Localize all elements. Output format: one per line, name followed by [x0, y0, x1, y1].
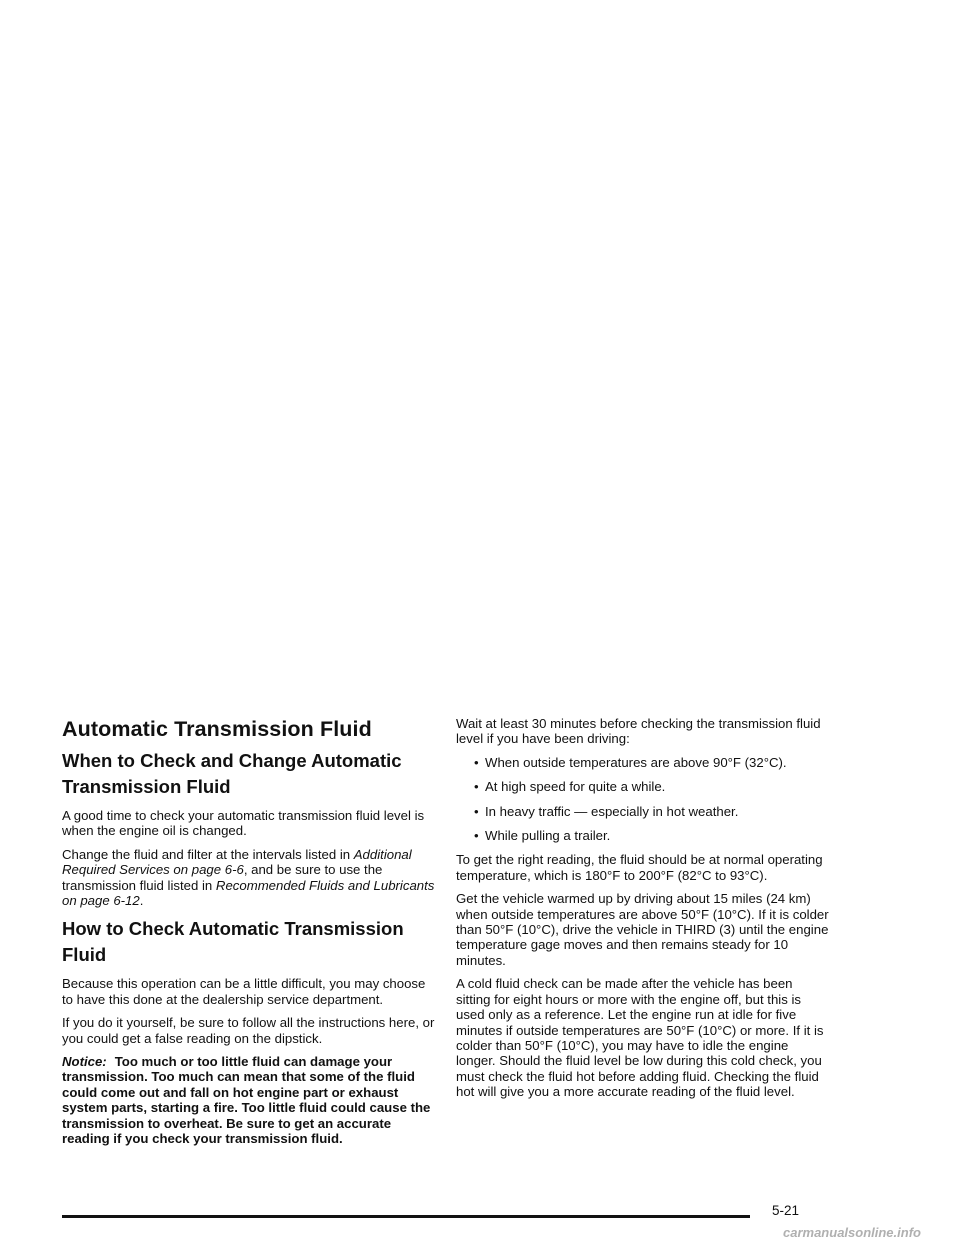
- bullet-icon: •: [474, 779, 479, 795]
- list-item-text: While pulling a trailer.: [485, 828, 611, 844]
- left-column: [62, 716, 436, 1147]
- list-item-text: When outside temperatures are above 90°F (32°C).: [485, 754, 787, 770]
- paragraph-cold-check: A cold fluid check can be made after the vehicle has been sitting for eight hours or more with the engine off, but this is used only as a reference. Let the engine run at idle for five minutes if outside temperatures are 50°F (10°C) or more. If it is colder than 50°F (10°C), you may have to idle the engine longer. Should the fluid level be low during this cold check, you must check the fluid hot before adding fluid. Checking the fluid hot will give you a more accurate reading of the fluid level.: [456, 976, 824, 1100]
- bullet-icon: •: [474, 828, 479, 844]
- list-item: [456, 779, 830, 794]
- notice-text: Too much or too little fluid can damage your transmission. Too much can mean that some of the fluid could come out and fall on hot engine part or exhaust system parts, starting a fire. Too little fluid could cause the transmission to overheat. Be sure to get an accurate reading if you check your transmission fluid.: [62, 1054, 431, 1147]
- change-fluid-text-2: , and be sure to use the transmission fluid listed in: [62, 862, 383, 893]
- list-item: [456, 804, 830, 819]
- bullet-icon: •: [474, 803, 479, 819]
- cross-reference-recommended-fluids[interactable]: Recommended Fluids and Lubricants on page 6-12: [62, 877, 435, 909]
- change-fluid-text-3: .: [139, 893, 144, 909]
- right-column: [456, 716, 830, 1108]
- paragraph-change-fluid: [62, 847, 436, 909]
- paragraph-right-reading: To get the right reading, the fluid should be at normal operating temperature, which is 180°F to 200°F (82°C to 93°C).: [456, 852, 823, 883]
- section-heading-how-to-check: How to Check Automatic Transmission Fluid: [62, 918, 404, 966]
- list-item-text: At high speed for quite a while.: [485, 779, 666, 795]
- change-fluid-text-1: Change the fluid and filter at the intervals listed in: [62, 846, 354, 862]
- paragraph-warm-up: Get the vehicle warmed up by driving about 15 miles (24 km) when outside temperatures are above 50°F (10°C). If it is colder than 50°F (10°C), drive the vehicle in THIRD (3) until the engine temperature gage moves and then remains steady for 10 minutes.: [456, 891, 829, 968]
- section-heading-when-to-check: When to Check and Change Automatic Transmission Fluid: [62, 750, 402, 797]
- footer-rule: [62, 1215, 750, 1218]
- list-item-text: In heavy traffic — especially in hot weather.: [485, 803, 739, 819]
- paragraph-wait-intro: Wait at least 30 minutes before checking the transmission fluid level if you have been driving:: [456, 716, 821, 747]
- conditions-list: [456, 755, 830, 844]
- cross-reference-additional-services[interactable]: Additional Required Services on page 6-6: [62, 846, 412, 878]
- paragraph-good-time: A good time to check your automatic transmission fluid level is when the engine oil is changed.: [62, 808, 425, 839]
- page-title: Automatic Transmission Fluid: [62, 717, 372, 741]
- paragraph-do-it-yourself: If you do it yourself, be sure to follow all the instructions here, or you could get a false reading on the dipstick.: [62, 1015, 435, 1046]
- list-item: [456, 755, 830, 770]
- list-item: [456, 828, 830, 843]
- notice-block: [62, 1054, 436, 1146]
- bullet-icon: •: [474, 754, 479, 770]
- watermark: carmanualsonline.info: [783, 1225, 921, 1240]
- page-number: 5-21: [772, 1203, 800, 1218]
- notice-label: Notice:: [62, 1054, 107, 1070]
- paragraph-difficult-operation: Because this operation can be a little difficult, you may choose to have this done at the dealership service department.: [62, 976, 426, 1007]
